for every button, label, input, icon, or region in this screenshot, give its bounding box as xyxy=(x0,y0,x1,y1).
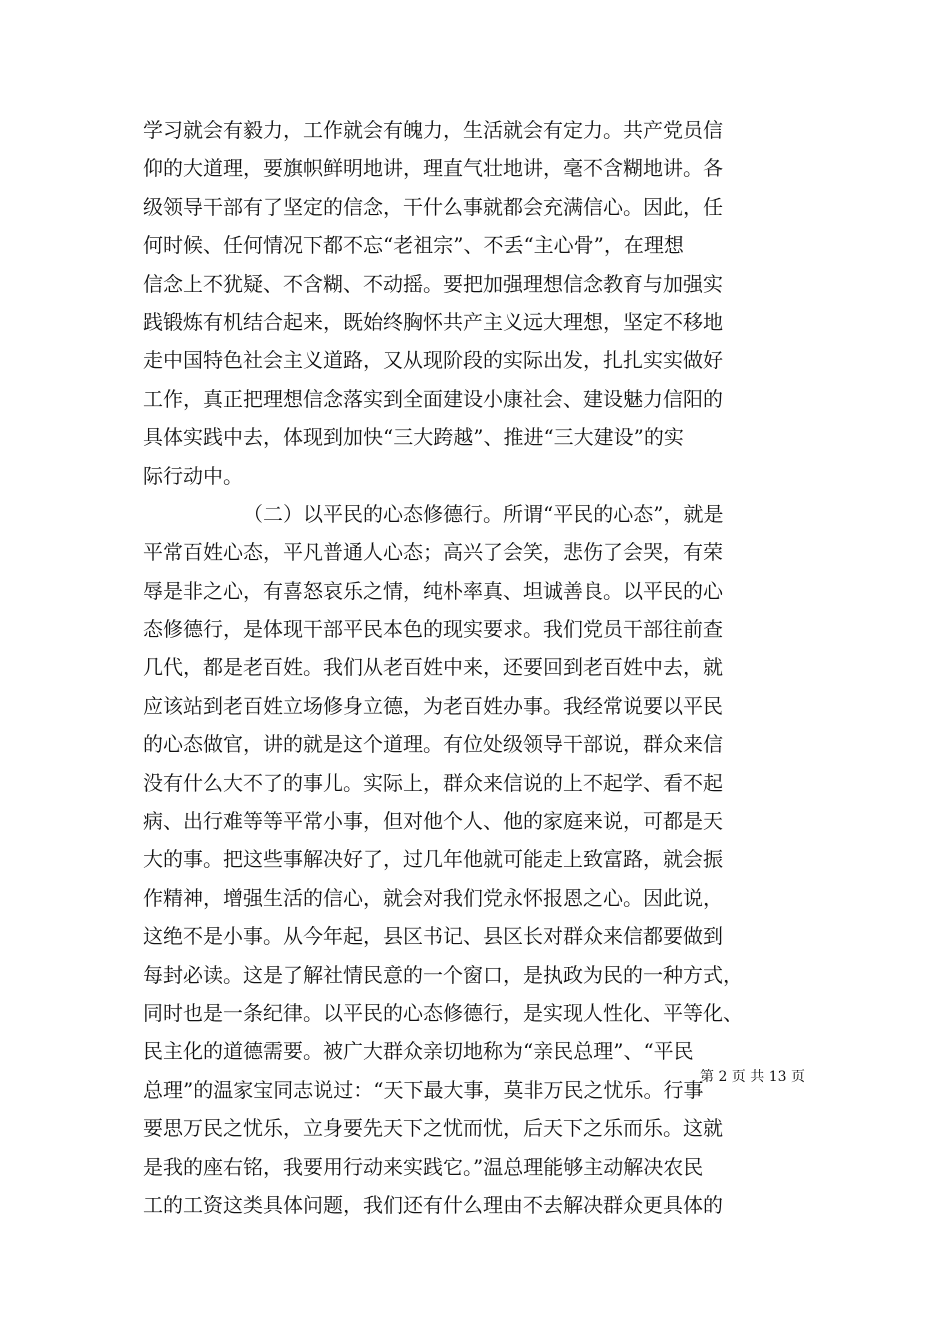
text-line: 应该站到老百姓立场修身立德，为老百姓办事。我经常说要以平民 xyxy=(143,693,723,718)
text-line: 病、出行难等等平常小事，但对他个人、他的家庭来说，可都是天 xyxy=(143,809,723,834)
document-body xyxy=(143,111,813,1224)
text-line: 走中国特色社会主义道路，又从现阶段的实际出发，扎扎实实做好 xyxy=(143,348,723,373)
section-heading-line: （二）以平民的心态修德行。所谓“平民的心态”，就是 xyxy=(243,501,724,526)
page-number-footer: 第 2 页 共 13 页 xyxy=(700,1069,805,1085)
text-line: 平常百姓心态，平凡普通人心态；高兴了会笑，悲伤了会哭，有荣 xyxy=(143,540,723,565)
text-line: 几代，都是老百姓。我们从老百姓中来，还要回到老百姓中去，就 xyxy=(143,655,723,680)
text-line: 态修德行，是体现干部平民本色的现实要求。我们党员干部往前查 xyxy=(143,617,723,642)
text-line: 信念上不犹疑、不含糊、不动摇。要把加强理想信念教育与加强实 xyxy=(143,271,723,296)
text-line: 级领导干部有了坚定的信念，干什么事就都会充满信心。因此，任 xyxy=(143,194,723,219)
text-line: 没有什么大不了的事儿。实际上，群众来信说的上不起学、看不起 xyxy=(143,770,723,795)
text-line: 每封必读。这是了解社情民意的一个窗口，是执政为民的一种方式， xyxy=(143,962,743,987)
text-line: 践锻炼有机结合起来，既始终胸怀共产主义远大理想，坚定不移地 xyxy=(143,309,723,334)
text-line: 仰的大道理，要旗帜鲜明地讲，理直气壮地讲，毫不含糊地讲。各 xyxy=(143,156,723,181)
text-line: 的心态做官，讲的就是这个道理。有位处级领导干部说，群众来信 xyxy=(143,732,723,757)
text-line: 具体实践中去，体现到加快“三大跨越”、推进“三大建设”的实 xyxy=(143,425,684,450)
text-line: 同时也是一条纪律。以平民的心态修德行，是实现人性化、平等化、 xyxy=(143,1000,743,1025)
text-line: 际行动中。 xyxy=(143,463,243,488)
text-line: 要思万民之忧乐，立身要先天下之忧而忧，后天下之乐而乐。这就 xyxy=(143,1116,723,1141)
text-line: 何时候、任何情况下都不忘“老祖宗”、不丢“主心骨”，在理想 xyxy=(143,233,684,258)
text-line: 作精神，增强生活的信心，就会对我们党永怀报恩之心。因此说， xyxy=(143,885,723,910)
text-line: 辱是非之心，有喜怒哀乐之情，纯朴率真、坦诚善良。以平民的心 xyxy=(143,578,723,603)
text-line: 是我的座右铭，我要用行动来实践它。”温总理能够主动解决农民 xyxy=(143,1154,704,1179)
text-line: 总理”的温家宝同志说过：“天下最大事，莫非万民之忧乐。行事 xyxy=(143,1077,704,1102)
text-line: 学习就会有毅力，工作就会有魄力，生活就会有定力。共产党员信 xyxy=(143,118,723,142)
text-line: 工作，真正把理想信念落实到全面建设小康社会、建设魅力信阳的 xyxy=(143,386,723,411)
text-line: 民主化的道德需要。被广大群众亲切地称为“亲民总理”、“平民 xyxy=(143,1039,694,1064)
text-line: 工的工资这类具体问题，我们还有什么理由不去解决群众更具体的 xyxy=(143,1192,723,1217)
text-line: 大的事。把这些事解决好了，过几年他就可能走上致富路，就会振 xyxy=(143,847,723,872)
text-line: 这绝不是小事。从今年起，县区书记、县区长对群众来信都要做到 xyxy=(143,924,723,949)
